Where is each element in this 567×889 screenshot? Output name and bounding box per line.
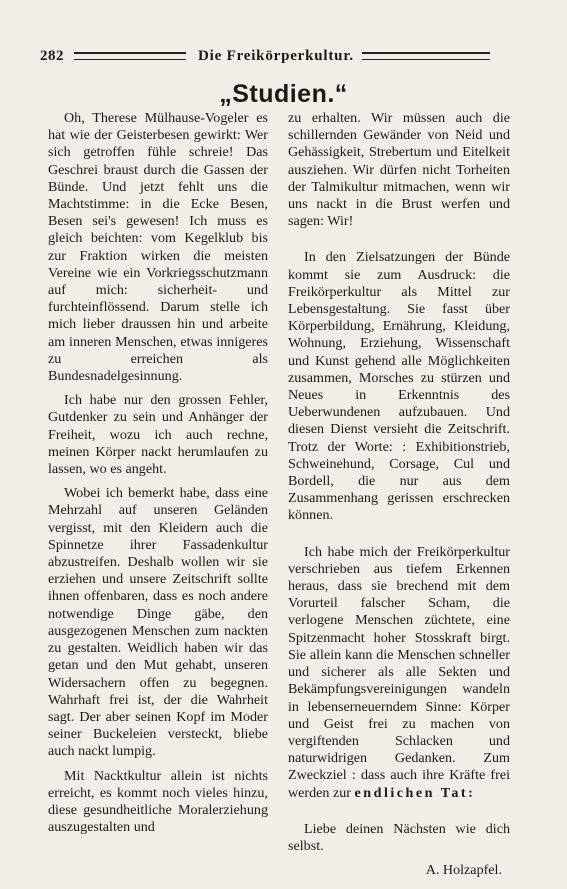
paragraph: In den Zielsatzungen der Bünde kommt sie zum Ausdruck: die Freikörperkultur als Mittel zur Lebensgestaltung. Sie fasst über Körperbildung, Ernährung, Kleidung, Wohnung, Erziehung, Wissenschaft und Kunst gehend alle Möglichkeiten zusammen, Morsches zu stürzen und Neues in Erkenntnis des Ueberwundenen aufzubauen. Und diesen Dienst versieht die Zeitschrift. Trotz der Worte: : Exhibitionstrieb, Schweinehund, Corsage, Cul und Bordell, die nur aus dem Zusammenhang gerissen erschrecken können. bbox=[288, 249, 510, 524]
page-header bbox=[40, 44, 526, 68]
article-title: „Studien.“ bbox=[219, 80, 348, 108]
running-title: Die Freikörperkultur. bbox=[198, 47, 354, 64]
closing-quote: Liebe deinen Nächsten wie dich selbst. bbox=[288, 820, 510, 854]
signature-line bbox=[288, 862, 510, 879]
left-column bbox=[48, 110, 268, 843]
paragraph bbox=[288, 544, 510, 802]
emphasized-text: endlichen Tat: bbox=[354, 784, 476, 801]
page-number: 282 bbox=[40, 47, 64, 64]
paragraph: Mit Nacktkultur allein ist nichts erreicht, es kommt noch vieles hinzu, diese gesundheitliche Moralerziehung auszugestalten und bbox=[48, 767, 268, 836]
paragraph: Ich habe nur den grossen Fehler, Gutdenker zu sein und Anhänger der Freiheit, wozu ich auch rechne, meinen Körper nackt herumlaufen zu lassen, wo es angeht. bbox=[48, 392, 268, 478]
paragraph: Wobei ich bemerkt habe, dass eine Mehrzahl auf unseren Geländen vergisst, mit den Kleidern auch die Spinnetze ihrer Fassadenkultur abzustreifen. Deshalb wollen wir sie erziehen und unsere Zeitschrift sollte ihnen offenbaren, dass es noch andere notwendige Dinge gäbe, den ausgezogenen Menschen zum nackten zu gestalten. Weidlich haben wir das getan und den Mut gehabt, unseren Widersachern offen zu begegnen. Wahrhaft frei ist, der die Wahrheit sagt. Der aber seinen Kopf im Moder seiner Buckeleien versteckt, bliebe auch nackt lumpig. bbox=[48, 485, 268, 760]
header-rule-left bbox=[74, 52, 186, 60]
paragraph: Oh, Therese Mülhause-Vogeler es hat wie der Geisterbesen gewirkt: Wer sich getroffen fühle schreie! Das Geschrei braust durch die Gassen der Bünde. Und jetzt fehlt uns die Machtstimme: in die Ecke Besen, Besen sei's gewesen! Ich muss es gleich beichten: vom Kegelklub bis zur Fraktion wirken die meisten Vereine wie ein Vorkriegsschutzmann auf mich: sicherheit- und furchteinflössend. Darum stelle ich mich lieber draussen hin und arbeite am inneren Menschen, etwas innigeres zu erreichen als Bundesnadelgesinnung. bbox=[48, 110, 268, 385]
paragraph: zu erhalten. Wir müssen auch die schillernden Gewänder von Neid und Gehässigkeit, Strebertum und Eitelkeit ausziehen. Wir dürfen nicht Torheiten der Talmikultur mitmachen, wenn wir uns nackt in die Brust werfen und sagen: Wir! bbox=[288, 110, 510, 230]
header-rule-right bbox=[362, 52, 490, 60]
paragraph-text: Ich habe mich der Freikörperkultur verschrieben aus tiefem Erkennen heraus, dass sie brechend mit dem Vorurteil falscher Scham, die verlogene Menschen züchtete, eine Spitzenmacht hoher Stosskraft birgt. Sie allein kann die Menschen schneller und sicherer als alle Sekten und Bekämpfungsvereinigungen wandeln in lebenserneuerndem Sinne: Körper und Geist frei zu machen von vergiftenden Schlacken und naturwidrigen Gedanken. Zum Zweckziel : dass auch ihre Kräfte frei werden zur bbox=[288, 543, 510, 801]
author-signature: A. Holzapfel. bbox=[425, 862, 502, 879]
right-column bbox=[288, 110, 510, 879]
